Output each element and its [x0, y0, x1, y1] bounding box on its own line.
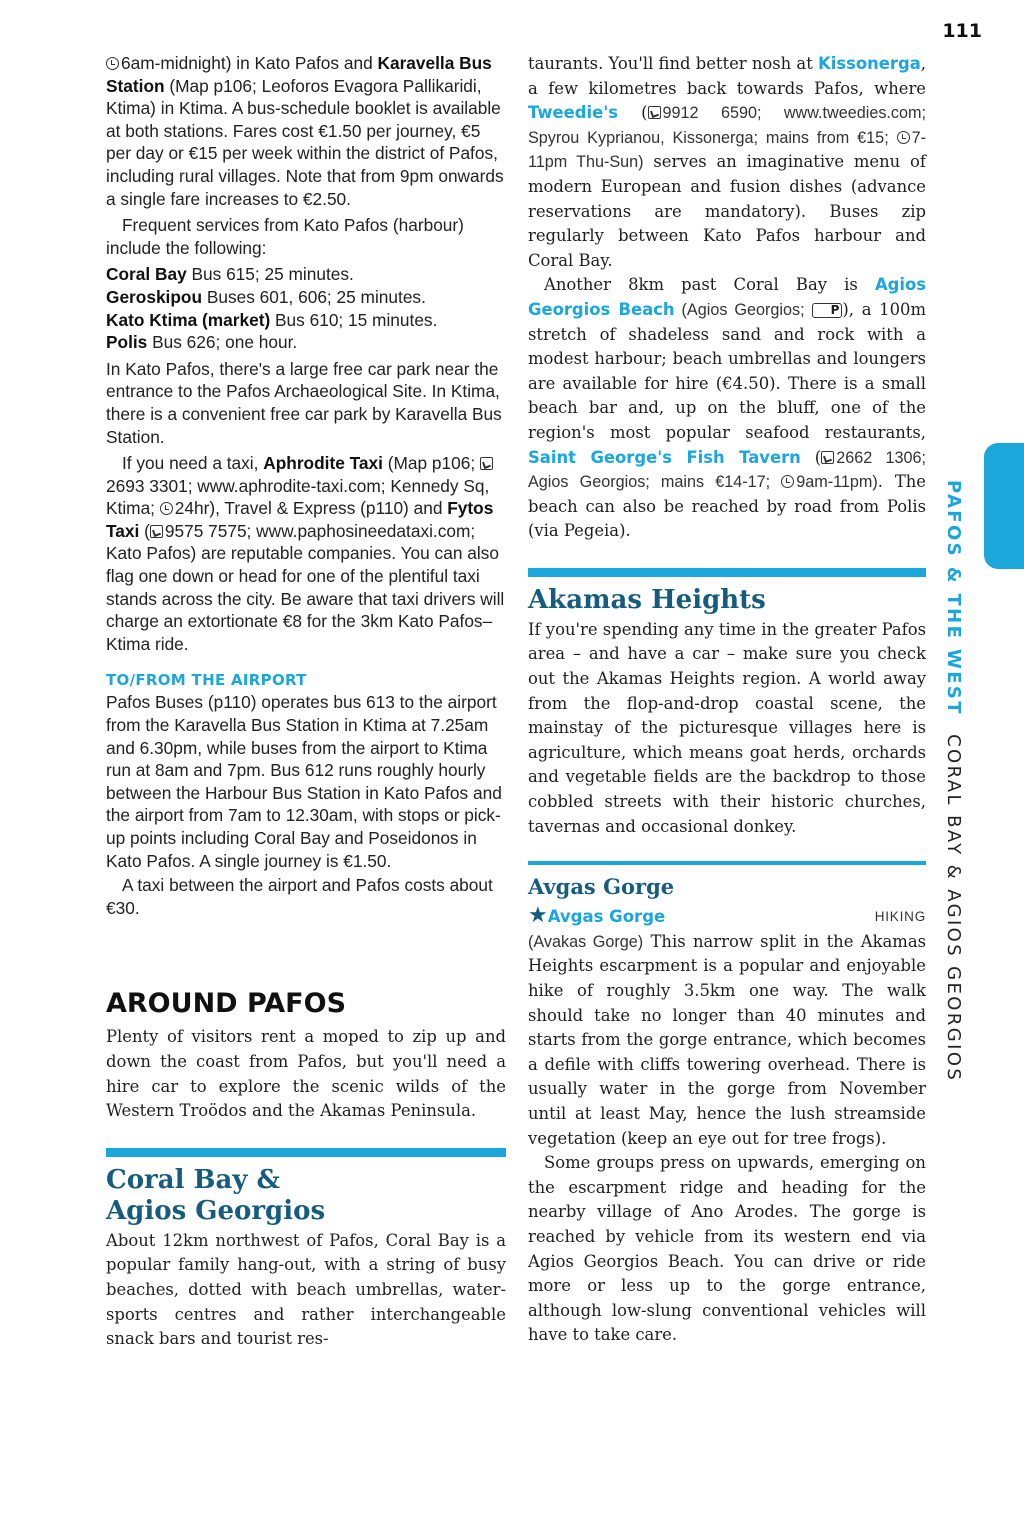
tweedies-link[interactable]: Tweedie's [528, 103, 618, 123]
clock-icon [781, 475, 794, 488]
subsection-divider [528, 861, 926, 865]
clock-icon [160, 502, 173, 515]
airport-taxi-paragraph: A taxi between the airport and Pafos costs about €30. [106, 875, 493, 918]
route-item: Coral Bay Bus 615; 25 minutes. [106, 264, 354, 285]
phone-icon [821, 451, 834, 464]
page-number: 111 [942, 20, 982, 42]
services-intro: Frequent services from Kato Pafos (harbour) include the following: [106, 215, 464, 258]
right-column [528, 52, 926, 1348]
phone-icon [150, 525, 163, 538]
saint-georges-fish-tavern-link[interactable]: Saint George's Fish Tavern [528, 447, 801, 467]
aphrodite-taxi-name: Aphrodite Taxi [263, 453, 383, 474]
akamas-heights-heading: Akamas Heights [528, 584, 766, 615]
phone-icon [648, 106, 661, 119]
karavella-bus-station-name: Karavella Bus Station [106, 53, 492, 96]
section-divider [528, 568, 926, 577]
airport-heading: TO/FROM THE AIRPORT [106, 671, 307, 690]
coral-bay-text: About 12km northwest of Pafos, Coral Bay is a popular family hang-out, with a string of busy beaches, dotted with beach umbrellas, water-sports centres and rather interchangeable snack bars and tourist res- [106, 1230, 506, 1349]
route-item: Kato Ktima (market) Bus 610; 15 minutes. [106, 309, 438, 330]
taxi-paragraph: If you need a taxi, Aphrodite Taxi (Map p106; 2693 3301; www.aphrodite-taxi.com; Kennedy Sq, Ktima; 24hr), Travel & Express (p110) and Fytos Taxi ( 9575 7575; www.paphosineedataxi.com; Kato Pafos) are reputable companies. You can also flag one down or head for one of the plentiful taxi stands across the city. Be aware that taxi drivers will charge an extortionate €8 for the 3km Kato Pafos–Ktima ride. [106, 453, 505, 654]
clock-icon [106, 57, 119, 70]
airport-bus-paragraph: Pafos Buses (p110) operates bus 613 to the airport from the Karavella Bus Station in Ktima at 7.25am and 6.30pm, while buses from the airport to Ktima run at 8am and 7pm. Bus 612 runs roughly hourly between the Harbour Bus Station in Kato Pafos and the airport from 7am to 12.30am, with stops or pick-up points including Coral Bay and Poseidonos in Kato Pafos. A single journey is €1.50. [106, 692, 502, 871]
around-pafos-text: Plenty of visitors rent a moped to zip up and down the coast from Pafos, but you'll need a hire car to explore the scenic wilds of the Western Troödos and the Akamas Peninsula. [106, 1027, 506, 1121]
parking-icon: P [812, 303, 843, 318]
side-section-label: CORAL BAY & AGIOS GEORGIOS [943, 734, 964, 1083]
kissonerga-link[interactable]: Kissonerga [818, 54, 921, 73]
car-park-paragraph: In Kato Pafos, there's a large free car park near the entrance to the Pafos Archaeological Site. In Ktima, there is a convenient free car park by Karavella Bus Station. [106, 358, 502, 447]
avgas-gorge-text: (Avakas Gorge) This narrow split in the Akamas Heights escarpment is a popular and enjoyable hike of roughly 3.5km one way. The walk should take no longer than 40 minutes and starts from the gorge entrance, which becomes a defile with cliffs towering overhead. There is usually water in the gorge from November until at least May, hence the lush streamside vegetation (keep an eye out for tree frogs). [528, 931, 926, 1148]
route-item: Geroskipou Buses 601, 606; 25 minutes. [106, 286, 426, 307]
fytos-taxi-name: Fytos Taxi [106, 498, 494, 541]
route-item: Polis Bus 626; one hour. [106, 332, 298, 353]
avgas-gorge-access-text: Some groups press on upwards, emerging on the escarpment ridge and heading for the nearby village of Ano Arodes. The gorge is reached by vehicle from its western end via Agios Georgios Beach. You can drive or ride more or less up to the gorge entrance, although low-slung conventional vehicles will have to take care. [528, 1153, 926, 1345]
akamas-heights-text: If you're spending any time in the greater Pafos area – and have a car – make sure you check out the Akamas Heights region. A world away from the flop-and-drop coastal scene, the mainstay of the picturesque villages here is agriculture, which means goat herds, orchards and vegetable fields are the backdrop to those cobbled streets with their historic churches, tavernas and occasional donkey. [528, 619, 926, 836]
star-icon: ★ [528, 903, 548, 929]
bus-route-list [106, 263, 506, 353]
agios-georgios-paragraph: Another 8km past Coral Bay is Agios Georgios Beach (Agios Georgios; P ), a 100m stretch of shadeless sand and rock with a modest harbour; beach umbrellas and loungers are available for hire (€4.50). There is a small beach bar and, up on the bluff, one of the region's most popular seafood restaurants, Saint George's Fish Tavern ( 2662 1306; Agios Georgios; mains €14-17; 9am-11pm). The beach can also be reached by road from Polis (via Pegeia). [528, 275, 927, 541]
around-pafos-heading: AROUND PAFOS [106, 988, 347, 1020]
side-navigation [936, 480, 976, 1083]
listing-type-label: HIKING [874, 909, 926, 925]
side-chapter-label[interactable]: PAFOS & THE WEST [943, 480, 964, 716]
section-divider [106, 1148, 506, 1157]
clock-icon [897, 131, 910, 144]
bus-stations-paragraph: 6am-midnight) in Kato Pafos and Karavella Bus Station (Map p106; Leoforos Evagora Pallikaridi, Ktima) in Ktima. A bus-schedule booklet is available at both stations. Fares cost €1.50 per journey, €5 per day or €15 per week within the district of Pafos, including rural villages. Note that from 9pm onwards a single fare increases to €2.50. [106, 53, 504, 209]
chapter-tab[interactable] [984, 443, 1024, 569]
avgas-gorge-heading: Avgas Gorge [528, 874, 675, 900]
phone-icon [480, 457, 493, 470]
listing-header [528, 905, 926, 930]
kissonerga-paragraph: taurants. You'll find better nosh at Kissonerga, a few kilometres back towards Pafos, where Tweedie's ( 9912 6590; www.tweedies.com; Spyrou Kyprianou, Kissonerga; mains from €15; 7-11pm Thu-Sun) serves an imaginative menu of modern European and fusion dishes (advance reservations are mandatory). Buses zip regularly between Kato Pafos harbour and Coral Bay. [528, 54, 927, 270]
avgas-gorge-listing-link[interactable]: Avgas Gorge [547, 907, 666, 927]
left-column [106, 52, 506, 1352]
agios-georgios-beach-link[interactable]: Agios Georgios Beach [528, 275, 926, 319]
coral-bay-heading: Coral Bay & Agios Georgios [106, 1164, 326, 1226]
